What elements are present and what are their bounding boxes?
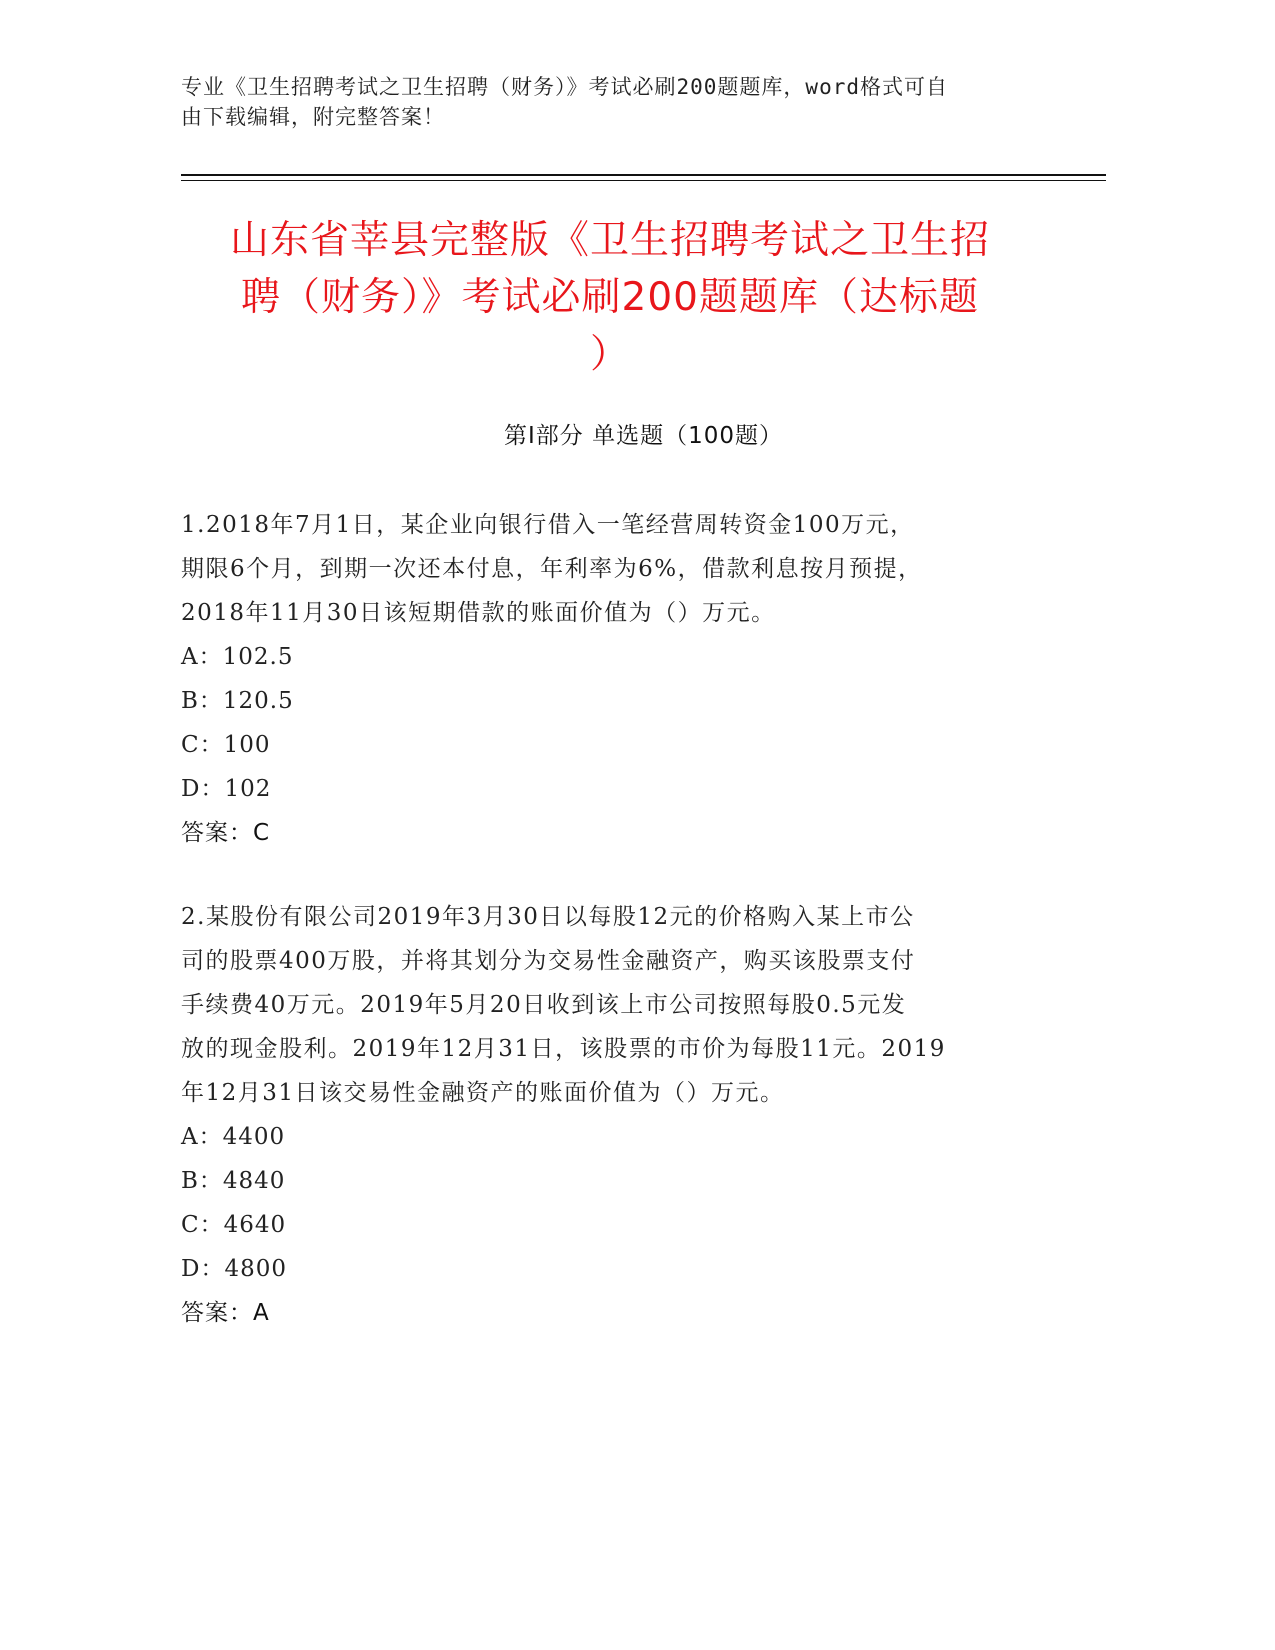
question-stem-line: 期限6个月，到期一次还本付息，年利率为6%，借款利息按月预提，	[181, 556, 923, 582]
option-a: A：4400	[181, 1124, 286, 1150]
option-b: B：120.5	[181, 688, 294, 714]
option-c: C：4640	[181, 1212, 287, 1238]
title-line-3: ）	[589, 332, 630, 377]
question-stem-line: 2018年11月30日该短期借款的账面价值为（）万元。	[181, 600, 776, 626]
question-stem-line: 手续费40万元。2019年5月20日收到该上市公司按照每股0.5元发	[181, 992, 907, 1018]
title-line-2: 聘（财务）》考试必刷200题题库（达标题	[241, 275, 979, 320]
option-a: A：102.5	[181, 644, 294, 670]
document-title	[185, 212, 1035, 383]
option-b: B：4840	[181, 1168, 286, 1194]
question-stem-line: 放的现金股利。2019年12月31日，该股票的市价为每股11元。2019	[181, 1036, 946, 1062]
question-block	[181, 503, 1051, 855]
option-d: D：102	[181, 776, 272, 802]
question-stem-line: 年12月31日该交易性金融资产的账面价值为（）万元。	[181, 1080, 785, 1106]
answer-line: 答案：A	[181, 1300, 270, 1326]
question-stem-line: 1.2018年7月1日，某企业向银行借入一笔经营周转资金100万元，	[181, 512, 915, 538]
header-divider-thick	[181, 174, 1106, 176]
section-heading: 第I部分 单选题（100题）	[504, 423, 783, 449]
intro-line-2: 由下载编辑，附完整答案！	[181, 105, 445, 129]
question-stem-line: 司的股票400万股，并将其划分为交易性金融资产，购买该股票支付	[181, 948, 916, 974]
document-intro	[181, 72, 1041, 132]
option-d: D：4800	[181, 1256, 287, 1282]
question-block	[181, 895, 1051, 1335]
header-divider-thin	[181, 180, 1106, 181]
intro-line-1: 专业《卫生招聘考试之卫生招聘（财务）》考试必刷200题题库，word格式可自	[181, 75, 948, 99]
title-line-1: 山东省莘县完整版《卫生招聘考试之卫生招	[229, 218, 990, 263]
option-c: C：100	[181, 732, 271, 758]
answer-line: 答案：C	[181, 820, 271, 846]
question-stem-line: 2.某股份有限公司2019年3月30日以每股12元的价格购入某上市公	[181, 904, 915, 930]
